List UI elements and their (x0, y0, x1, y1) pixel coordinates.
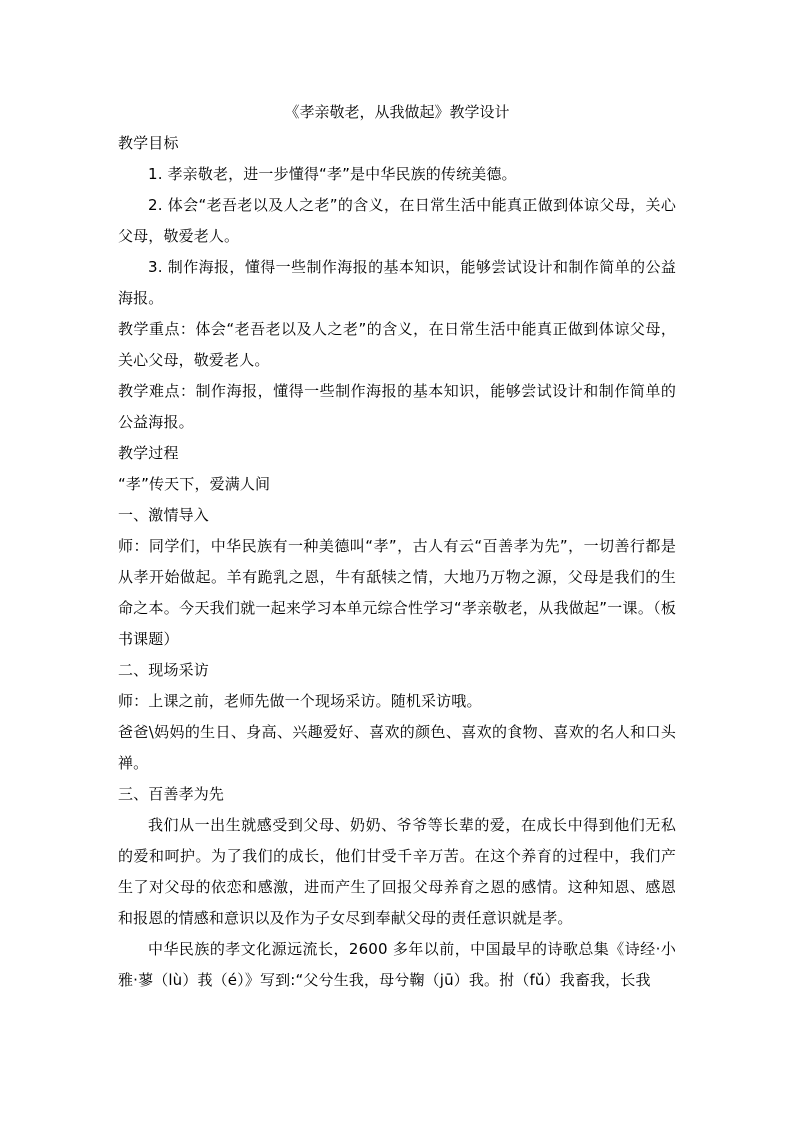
section-2-heading: 二、现场采访 (118, 661, 209, 679)
document-title: 《孝亲敬老，从我做起》教学设计 (284, 103, 510, 121)
process-heading: 教学过程 (118, 444, 179, 462)
objective-item-1: 1. 孝亲敬老，进一步懂得“孝”是中华民族的传统美德。 (148, 165, 517, 183)
objective-item-3: 3. 制作海报，懂得一些制作海报的基本知识，能够尝试设计和制作简单的公益海报。 (118, 258, 676, 307)
section-3-heading: 三、百善孝为先 (118, 785, 225, 803)
section-2-text-1: 师：上课之前，老师先做一个现场采访。随机采访哦。 (118, 692, 482, 710)
lesson-subtitle: “孝”传天下，爱满人间 (118, 475, 271, 493)
section-1-heading: 一、激情导入 (118, 506, 209, 524)
section-3-paragraph-2: 中华民族的孝文化源远流长，2600 多年以前，中国最早的诗歌总集《诗经·小雅·蓼（lù）莪（é）》写到:“父兮生我，母兮鞠（jū）我。拊（fǔ）我畜我，长我 (118, 940, 676, 989)
difficulty-paragraph: 教学难点：制作海报，懂得一些制作海报的基本知识，能够尝试设计和制作简单的公益海报。 (118, 382, 676, 431)
section-2-text-2: 爸爸\妈妈的生日、身高、兴趣爱好、喜欢的颜色、喜欢的食物、喜欢的名人和口头禅。 (118, 723, 676, 772)
section-3-paragraph-1: 我们从一出生就感受到父母、奶奶、爷爷等长辈的爱，在成长中得到他们无私的爱和呵护。为了我们的成长，他们甘受千辛万苦。在这个养育的过程中，我们产生了对父母的依恋和感激，进而产生了回报父母养育之恩的感情。这种知恩、感恩和报恩的情感和意识以及作为子女尽到奉献父母的责任意识就是孝。 (118, 816, 676, 927)
section-1-text: 师：同学们，中华民族有一种美德叫“孝”，古人有云“百善孝为先”，一切善行都是从孝开始做起。羊有跪乳之恩，牛有舐犊之情，大地乃万物之源，父母是我们的生命之本。今天我们就一起来学习本单元综合性学习“孝亲敬老，从我做起”一课。（板书课题） (118, 537, 676, 648)
key-point-paragraph: 教学重点：体会“老吾老以及人之老”的含义，在日常生活中能真正做到体谅父母，关心父母，敬爱老人。 (118, 320, 676, 369)
objectives-heading: 教学目标 (118, 134, 179, 152)
document-page (118, 96, 676, 996)
objective-item-2: 2. 体会“老吾老以及人之老”的含义，在日常生活中能真正做到体谅父母，关心父母，敬爱老人。 (118, 196, 676, 245)
